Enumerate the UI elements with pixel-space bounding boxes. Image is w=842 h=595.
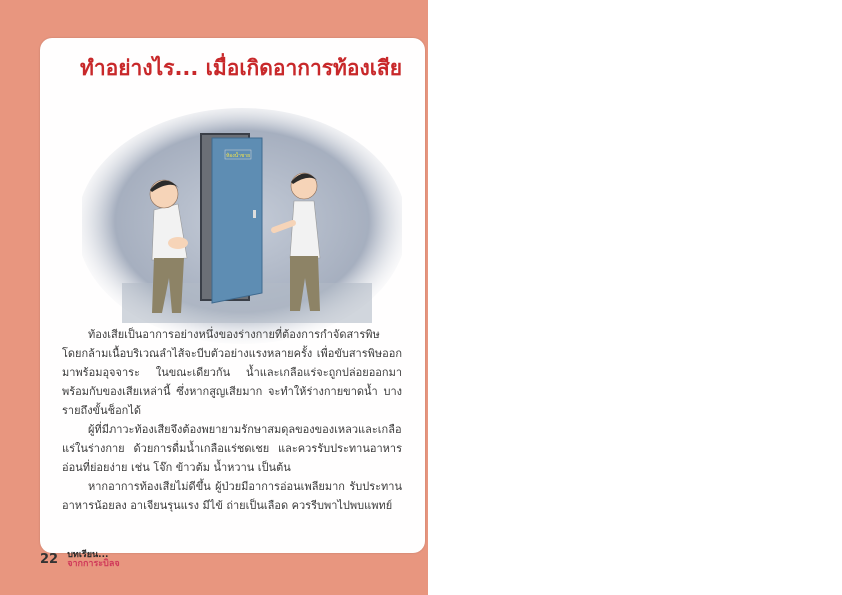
series-line-1: บทเรียน... (67, 549, 109, 560)
series-line-2: จากการะบิลจ (67, 558, 120, 569)
page-title: ทำอย่างไร... เมื่อเกิดอาการท้องเสีย (80, 56, 403, 80)
body-text (62, 325, 402, 515)
footer (40, 549, 120, 569)
page-number: 22 (40, 552, 59, 567)
series-title (67, 551, 119, 569)
door-sign: ห้องน้ำชาย (225, 153, 251, 159)
paragraph: ผู้ที่มีภาวะท้องเสียจึงต้องพยายามรักษาสมดุลของของเหลวและเกลือแร่ในร่างกาย ด้วยการดื่มน้ำเกลือแร่ชดเชย และควรรับประทานอาหารอ่อนที่ย่อยง่าย เช่น โจ๊ก ข้าวต้ม น้ำหวาน เป็นต้น (62, 423, 402, 474)
paragraph: หากอาการท้องเสียไม่ดีขึ้น ผู้ป่วยมีอาการอ่อนเพลียมาก รับประทานอาหารน้อยลง อาเจียนรุนแรง มีไข้ ถ่ายเป็นเลือด ควรรีบพาไปพบแพทย์ (62, 480, 402, 512)
door (200, 133, 262, 303)
illustration (82, 108, 402, 348)
paragraph: ท้องเสียเป็นอาการอย่างหนึ่งของร่างกายที่ต้องการกำจัดสารพิษ โดยกล้ามเนื้อบริเวณลำไส้จะบีบตัวอย่างแรงหลายครั้ง เพื่อขับสารพิษออกมาพร้อมอุจจาระ ในขณะเดียวกัน น้ำและเกลือแร่จะถูกปล่อยออกมาพร้อมกับของเสียเหล่านี้ ซึ่งหากสูญเสียมาก จะทำให้ร่างกายขาดน้ำ บางรายถึงขั้นช็อกได้ (62, 328, 402, 417)
page-card (40, 38, 425, 553)
